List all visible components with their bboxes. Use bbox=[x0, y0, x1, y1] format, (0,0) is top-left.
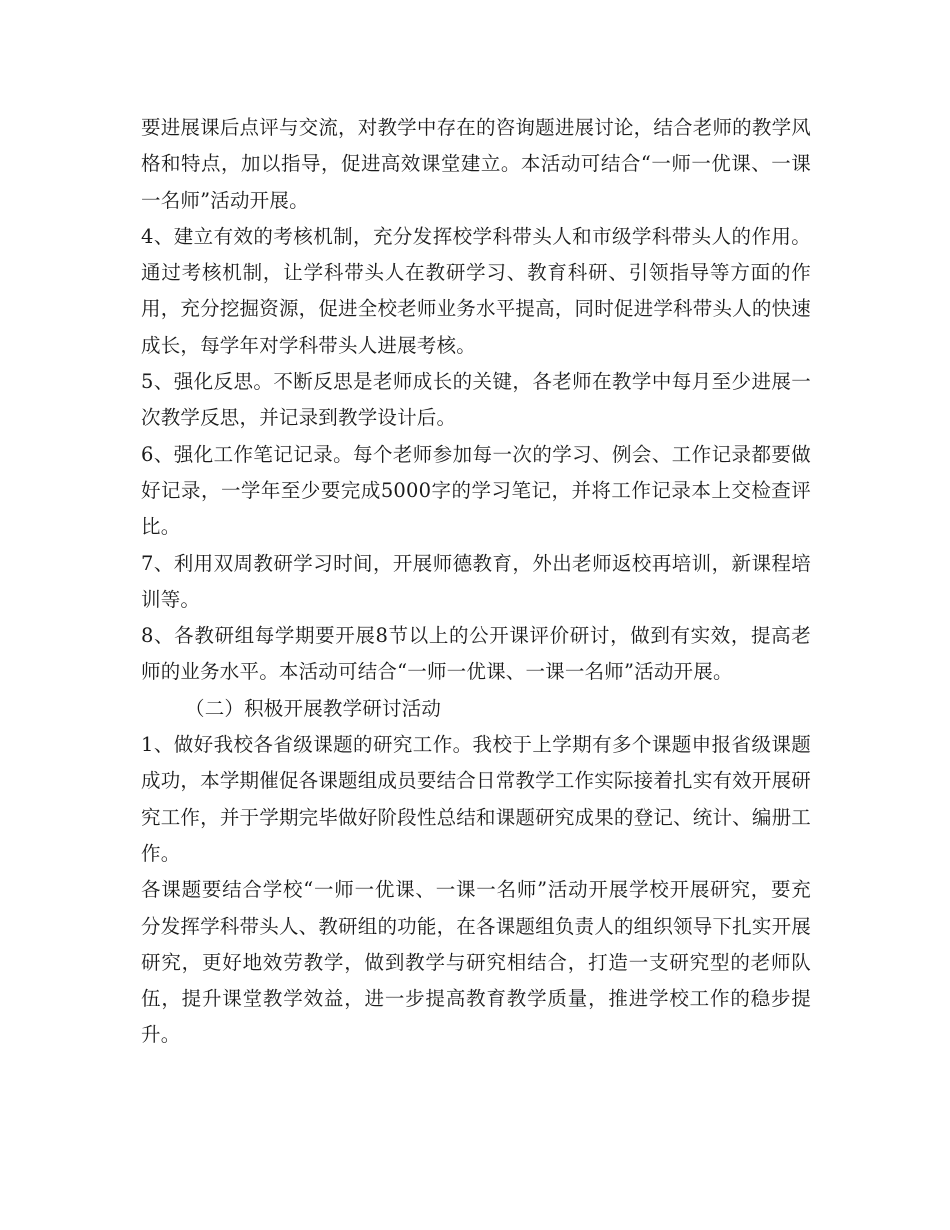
paragraph-item-4: 4、建立有效的考核机制，充分发挥校学科带头人和市级学科带头人的作用。通过考核机制，让学科带头人在教研学习、教育科研、引领指导等方面的作用，充分挖掘资源，促进全校老师业务水平提高，同时促进学科带头人的快速成长，每学年对学科带头人进展考核。 bbox=[141, 224, 811, 357]
section-heading-2: （二）积极开展教学研讨活动 bbox=[185, 696, 442, 720]
paragraph-sec2-item-1: 1、做好我校各省级课题的研究工作。我校于上学期有多个课题申报省级课题成功，本学期催促各课题组成员要结合日常教学工作实际接着扎实有效开展研究工作，并于学期完毕做好阶段性总结和课题研究成果的登记、统计、编册工作。 bbox=[141, 733, 811, 865]
paragraph-continued-review: 要进展课后点评与交流，对教学中存在的咨询题进展讨论，结合老师的教学风格和特点，加以指导，促进高效课堂建立。本活动可结合“一师一优课、一课一名师”活动开展。 bbox=[141, 116, 811, 212]
document-page bbox=[141, 110, 811, 1054]
paragraph-item-8: 8、各教研组每学期要开展8节以上的公开课评价研讨，做到有实效，提高老师的业务水平。本活动可结合“一师一优课、一课一名师”活动开展。 bbox=[141, 624, 811, 684]
paragraph-item-6: 6、强化工作笔记记录。每个老师参加每一次的学习、例会、工作记录都要做好记录，一学年至少要完成5000字的学习笔记，并将工作记录本上交检查评比。 bbox=[141, 442, 811, 539]
paragraph-item-5: 5、强化反思。不断反思是老师成长的关键，各老师在教学中每月至少进展一次教学反思，并记录到教学设计后。 bbox=[141, 370, 811, 430]
paragraph-sec2-body: 各课题要结合学校“一师一优课、一课一名师”活动开展学校开展研究，要充分发挥学科带头人、教研组的功能，在各课题组负责人的组织领导下扎实开展研究，更好地效劳教学，做到教学与研究相结合，打造一支研究型的老师队伍，提升课堂教学效益，进一步提高教育教学质量，推进学校工作的稳步提升。 bbox=[141, 878, 811, 1047]
paragraph-item-7: 7、利用双周教研学习时间，开展师德教育，外出老师返校再培训，新课程培训等。 bbox=[141, 551, 811, 611]
